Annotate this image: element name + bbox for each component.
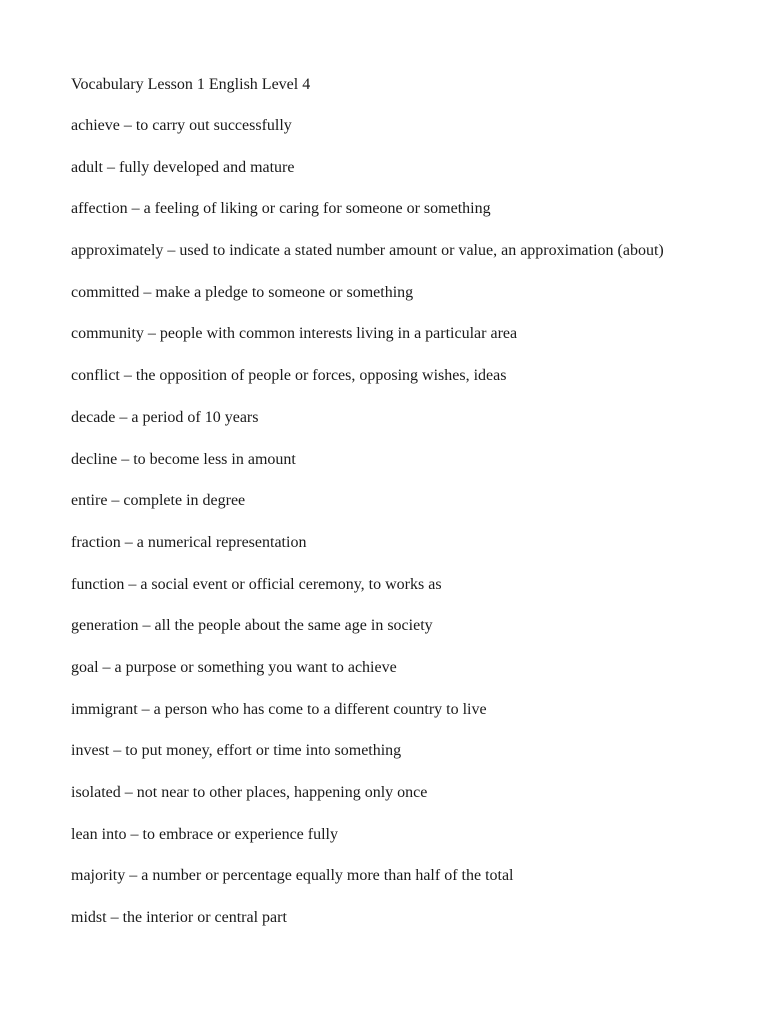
vocabulary-entry: approximately – used to indicate a stated number amount or value, an approximation (about) [71,242,664,260]
vocabulary-entry: fraction – a numerical representation [71,533,307,551]
vocabulary-entry: function – a social event or official ceremony, to works as [71,575,442,593]
vocabulary-entry: committed – make a pledge to someone or something [71,283,414,301]
vocabulary-entry: immigrant – a person who has come to a different country to live [71,700,487,718]
vocabulary-entry: invest – to put money, effort or time into something [71,742,402,760]
document-body [71,74,711,949]
vocabulary-entry: decade – a period of 10 years [71,408,259,426]
vocabulary-entry: lean into – to embrace or experience fully [71,825,338,843]
vocabulary-entry: affection – a feeling of liking or caring for someone or something [71,200,491,218]
vocabulary-entry: isolated – not near to other places, happening only once [71,784,428,801]
vocabulary-entry: majority – a number or percentage equally more than half of the total [71,867,514,885]
vocabulary-entry: entire – complete in degree [71,492,246,510]
vocabulary-entry: decline – to become less in amount [71,450,296,468]
vocabulary-entry: adult – fully developed and mature [71,158,295,176]
vocabulary-list [71,115,711,928]
vocabulary-entry: conflict – the opposition of people or forces, opposing wishes, ideas [71,367,507,385]
vocabulary-entry: generation – all the people about the same age in society [71,617,433,635]
vocabulary-entry: achieve – to carry out successfully [71,117,292,134]
vocabulary-entry: midst – the interior or central part [71,909,287,927]
vocabulary-entry: goal – a purpose or something you want to achieve [71,658,397,676]
document-title: Vocabulary Lesson 1 English Level 4 [71,76,311,93]
vocabulary-entry: community – people with common interests living in a particular area [71,325,518,343]
